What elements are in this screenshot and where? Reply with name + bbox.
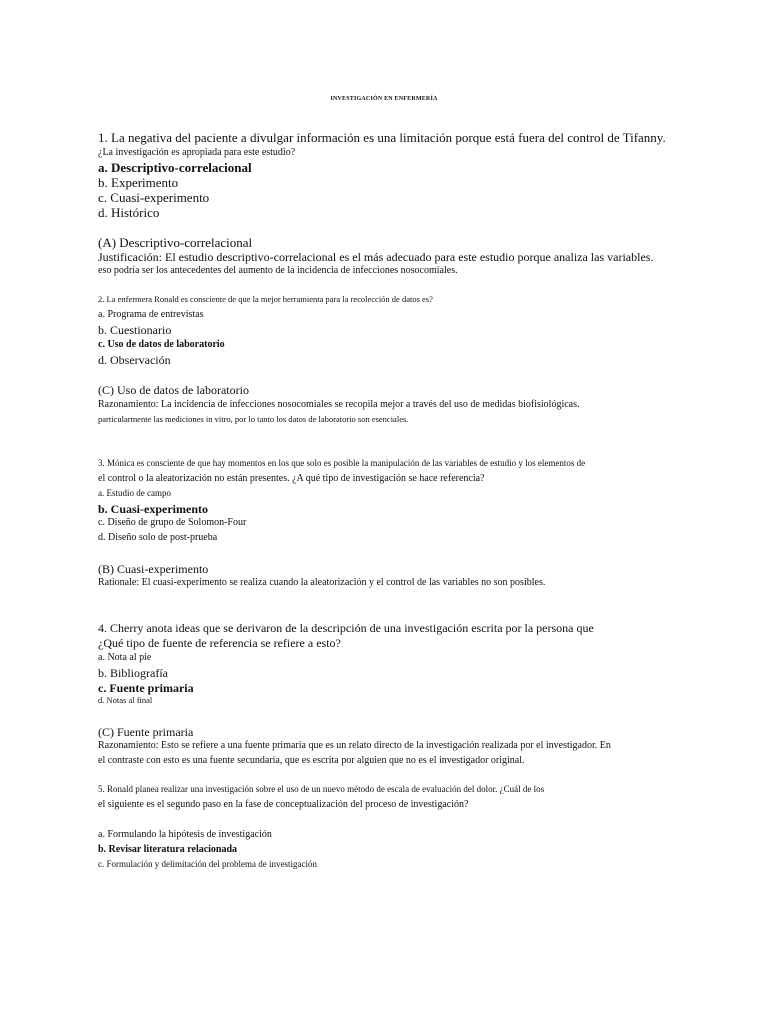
q1-option-d: d. Histórico (98, 205, 160, 220)
q4-option-d: d. Notas al final (98, 695, 153, 705)
q3-rationale-line-1: Rationale: El cuasi-experimento se realiza cuando la aleatorización y el control de las variables no son posibles. (98, 577, 546, 588)
q2-answer: (C) Uso de datos de laboratorio (98, 383, 249, 397)
q3-answer: (B) Cuasi-experimento (98, 562, 209, 576)
q4-rationale-line-2: el contraste con esto es una fuente secundaria, que es escrita por alguien que no es el investigador original. (98, 755, 525, 766)
q4-answer: (C) Fuente primaria (98, 725, 194, 739)
q2-rationale-line-2: particularmente las mediciones in vitro, por lo tanto los datos de laboratorio son esenciales. (98, 414, 409, 424)
q5-question-line-1: 5. Ronald planea realizar una investigación sobre el uso de un nuevo método de escala de evaluación del dolor. ¿Cuál de los (98, 784, 545, 794)
q3-option-c: c. Diseño de grupo de Solomon-Four (98, 517, 247, 528)
q4-option-c: c. Fuente primaria (98, 681, 194, 695)
q2-option-a: a. Programa de entrevistas (98, 309, 204, 320)
q3-option-b: b. Cuasi-experimento (98, 502, 208, 516)
q5-option-c: c. Formulación y delimitación del problema de investigación (98, 859, 317, 869)
q3-question-line-2: el control o la aleatorización no están presentes. ¿A qué tipo de investigación se hace referencia? (98, 473, 485, 484)
q4-question-line-1: 4. Cherry anota ideas que se derivaron de la descripción de una investigación escrita por la persona que (98, 621, 594, 635)
q2-option-c: c. Uso de datos de laboratorio (98, 339, 225, 350)
q1-option-c: c. Cuasi-experimento (98, 190, 210, 205)
q1-answer: (A) Descriptivo-correlacional (98, 235, 253, 250)
q3-question-line-1: 3. Mónica es consciente de que hay momentos en los que solo es posible la manipulación de las variables de estudio y los elementos de (98, 458, 586, 468)
q2-question: 2. La enfermera Ronald es consciente de que la mejor herramienta para la recolección de datos es? (98, 294, 433, 304)
document-title: INVESTIGACIÓN EN ENFERMERÍA (330, 96, 438, 102)
q1-subquestion: ¿La investigación es apropiada para este estudio? (98, 147, 296, 158)
q5-option-a: a. Formulando la hipótesis de investigación (98, 829, 272, 840)
q3-option-d: d. Diseño solo de post-prueba (98, 532, 218, 543)
q1-rationale-line-2: eso podría ser los antecedentes del aumento de la incidencia de infecciones nosocomiales. (98, 265, 458, 276)
q1-option-a: a. Descriptivo-correlacional (98, 160, 252, 175)
q1-question: 1. La negativa del paciente a divulgar información es una limitación porque está fuera del control de Tifanny. (98, 130, 666, 145)
q4-option-b: b. Bibliografía (98, 666, 168, 680)
q2-option-b: b. Cuestionario (98, 323, 172, 337)
q4-option-a: a. Nota al pie (98, 652, 152, 663)
q5-option-b: b. Revisar literatura relacionada (98, 844, 238, 855)
q2-rationale-line-1: Razonamiento: La incidencia de infecciones nosocomiales se recopila mejor a través del uso de medidas biofisiológicas. (98, 399, 580, 410)
q5-question-line-2: el siguiente es el segundo paso en la fase de conceptualización del proceso de investigación? (98, 799, 469, 810)
q2-option-d: d. Observación (98, 353, 171, 367)
q1-rationale-line-1: Justificación: El estudio descriptivo-correlacional es el más adecuado para este estudio porque analiza las variables. (98, 250, 654, 264)
q1-option-b: b. Experimento (98, 175, 179, 190)
q3-option-a: a. Estudio de campo (98, 488, 171, 498)
q4-question-line-2: ¿Qué tipo de fuente de referencia se refiere a esto? (98, 636, 341, 650)
q4-rationale-line-1: Razonamiento: Esto se refiere a una fuente primaria que es un relato directo de la investigación realizada por el investigador. En (98, 740, 611, 751)
